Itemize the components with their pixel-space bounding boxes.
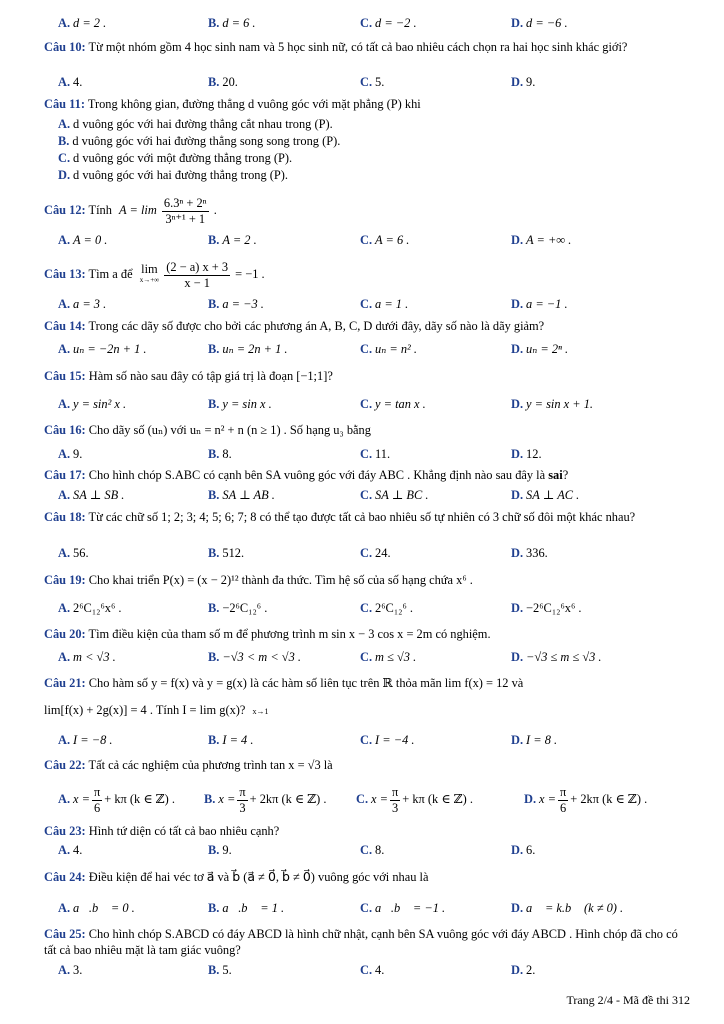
- question-stem: Tính: [88, 203, 112, 217]
- option-a: A. uₙ = −2n + 1 .: [58, 342, 147, 356]
- option-d: D. −√3 ≤ m ≤ √3 .: [511, 650, 602, 664]
- options-row-q21: [58, 733, 688, 749]
- question-stem: Hình tứ diện có tất cả bao nhiêu cạnh?: [88, 824, 280, 838]
- page-footer: Trang 2/4 - Mã đề thi 312: [566, 993, 690, 1007]
- option-c: C. uₙ = n² .: [360, 342, 417, 356]
- option-b: B. d vuông góc với hai đường thẳng song song trong (P).: [58, 134, 341, 148]
- option-a: A. x = $\frac{\pi}{6}$ + kπ (k ∈ ℤ) .: [58, 784, 175, 815]
- question-21: [44, 675, 684, 691]
- option-c: C. d vuông góc với một đường thẳng trong (P).: [58, 151, 293, 165]
- options-row-q25: [58, 963, 688, 979]
- option-b: B. A = 2 .: [208, 233, 257, 247]
- option-b: B. 20.: [208, 75, 238, 89]
- option-c: C. 8.: [360, 843, 385, 857]
- option-d: D. 336.: [511, 546, 548, 560]
- question-stem: Trong không gian, đường thẳng d vuông góc với mặt phẳng (P) khi: [87, 97, 421, 111]
- limit-expression: A = lim: [119, 203, 157, 217]
- option-a: A. 9.: [58, 447, 83, 461]
- option-a: A. A = 0 .: [58, 233, 108, 247]
- options-row-q19: [58, 601, 688, 617]
- option-c: C. 2⁶C₁₂⁶ .: [360, 601, 413, 615]
- question-stem: Cho hình chóp S.ABC có cạnh bên SA vuông góc với đáy ABC . Khẳng định nào sau đây là: [88, 468, 546, 482]
- question-25: [44, 926, 684, 958]
- option-a: A. 4.: [58, 75, 83, 89]
- option-c: C. x = $\frac{\pi}{3}$ + kπ (k ∈ ℤ) .: [356, 784, 473, 815]
- option-d: D. 12.: [511, 447, 542, 461]
- question-21-line2: [44, 702, 684, 720]
- option-d: D. d vuông góc với hai đường thẳng trong (P).: [58, 168, 288, 182]
- option-d: D. I = 8 .: [511, 733, 558, 747]
- question-number: Câu 12:: [44, 203, 86, 217]
- options-row-q20: [58, 650, 688, 666]
- question-number: Câu 17:: [44, 468, 86, 482]
- question-stem: Cho dãy số (uₙ) với uₙ = n² + n (n ≥ 1) . Số hạng u₃ bằng: [88, 423, 371, 437]
- option-b: B. 5.: [208, 963, 232, 977]
- fraction: $\frac{\pi}{6}$: [560, 784, 567, 815]
- question-number: Câu 13:: [44, 267, 86, 281]
- options-row-q10: [58, 75, 688, 91]
- options-row-q18: [58, 546, 688, 562]
- question-19: [44, 572, 684, 588]
- option-b: B. −2⁶C₁₂⁶ .: [208, 601, 268, 615]
- option-a: A. m < √3 .: [58, 650, 116, 664]
- option-a: A. SA ⊥ SB .: [58, 488, 125, 502]
- question-number: Câu 21:: [44, 676, 86, 690]
- question-22: [44, 757, 684, 773]
- options-row-q16: [58, 447, 688, 463]
- option-a: A. 2⁶C₁₂⁶x⁶ .: [58, 601, 122, 615]
- option-b: B. SA ⊥ AB .: [208, 488, 275, 502]
- question-number: Câu 23:: [44, 824, 86, 838]
- question-stem: Từ một nhóm gồm 4 học sinh nam và 5 học sinh nữ, có tất cả bao nhiêu cách chọn ra hai học sinh khác giới?: [88, 40, 628, 54]
- question-number: Câu 19:: [44, 573, 86, 587]
- question-stem: Trong các dãy số được cho bởi các phương án A, B, C, D dưới đây, dãy số nào là dãy giảm?: [88, 319, 545, 333]
- options-row-q12: [58, 233, 688, 249]
- option-c: C. SA ⊥ BC .: [360, 488, 429, 502]
- option-a: A. a = 3 .: [58, 297, 107, 311]
- question-number: Câu 16:: [44, 423, 86, 437]
- question-stem: Hàm số nào sau đây có tập giá trị là đoạn [−1;1]?: [88, 369, 333, 383]
- question-10: [44, 39, 684, 55]
- option-d: D. SA ⊥ AC .: [511, 488, 580, 502]
- option-b: B. x = $\frac{\pi}{3}$ + 2kπ (k ∈ ℤ) .: [204, 784, 327, 815]
- option-c: C. 24.: [360, 546, 391, 560]
- options-row-q23: [58, 843, 688, 859]
- option-d: D. A = +∞ .: [511, 233, 572, 247]
- option-c: C. 11.: [360, 447, 391, 461]
- options-row-q15: [58, 397, 688, 413]
- option-c: C. y = tan x .: [360, 397, 426, 411]
- option-d: D. 6.: [511, 843, 536, 857]
- option-c: C. 5.: [360, 75, 385, 89]
- question-number: Câu 11:: [44, 97, 85, 111]
- question-18: [44, 509, 684, 525]
- question-number: Câu 22:: [44, 758, 86, 772]
- question-20: [44, 626, 684, 642]
- option-c: C. 4.: [360, 963, 385, 977]
- option-a: A. y = sin² x .: [58, 397, 127, 411]
- question-number: Câu 18:: [44, 510, 86, 524]
- option-c: C. A = 6 .: [360, 233, 410, 247]
- option-b: B. uₙ = 2n + 1 .: [208, 342, 288, 356]
- question-stem: Tất cả các nghiệm của phương trình tan x = √3 là: [88, 758, 333, 772]
- option-b: B. a = −3 .: [208, 297, 264, 311]
- limit-subscript: x→1: [252, 707, 269, 716]
- question-24: [44, 869, 684, 885]
- fraction: $\frac{\pi}{3}$: [239, 784, 246, 815]
- option-b: B. y = sin x .: [208, 397, 272, 411]
- option-d: D. a = −1 .: [511, 297, 568, 311]
- option-b: B. −√3 < m < √3 .: [208, 650, 301, 664]
- options-row-q24: [58, 901, 688, 917]
- question-stem: Tìm điều kiện của tham số m để phương trình m sin x − 3 cos x = 2m có nghiệm.: [88, 627, 491, 641]
- options-row-q22: [58, 781, 688, 817]
- option-a: A. 3.: [58, 963, 83, 977]
- options-row-q17: [58, 487, 688, 503]
- limit-operator: lim x→+∞: [139, 262, 160, 285]
- question-16: [44, 422, 684, 438]
- options-row-q9: [58, 16, 688, 32]
- question-number: Câu 20:: [44, 627, 86, 641]
- option-b: B. 512.: [208, 546, 245, 560]
- question-23: [44, 823, 684, 839]
- options-row-q13: [58, 297, 688, 313]
- question-stem: Cho hình chóp S.ABCD có đáy ABCD là hình chữ nhật, cạnh bên SA vuông góc với đáy ABCD . Hình chóp đã cho có tất cả bao nhiêu mặt là tam giác vuông?: [44, 927, 678, 957]
- fraction: $\frac{\pi}{6}$: [94, 784, 101, 815]
- option-d: D. 2.: [511, 963, 536, 977]
- question-14: [44, 318, 684, 334]
- option-b: B. d = 6 .: [208, 16, 256, 30]
- option-c: C. m ≤ √3 .: [360, 650, 417, 664]
- question-stem: Từ các chữ số 1; 2; 3; 4; 5; 6; 7; 8 có thể tạo được tất cả bao nhiêu số tự nhiên có 3 chữ số đôi một khác nhau?: [88, 510, 636, 524]
- fraction: $\frac{(2 - a) x + 3}{x - 1}$: [166, 259, 229, 290]
- fraction: $\frac{\text{6.3ⁿ + 2ⁿ}}{\text{3ⁿ⁺¹ + 1}}$: [163, 195, 207, 226]
- option-b: B. I = 4 .: [208, 733, 254, 747]
- option-c: C. I = −4 .: [360, 733, 415, 747]
- question-number: Câu 14:: [44, 319, 86, 333]
- question-stem: Tìm a để: [88, 267, 133, 281]
- question-13: Câu 13: Tìm a để lim x→+∞ $\frac{(2 - a) x + 3}{x - 1}$ = −1 .: [44, 259, 265, 290]
- question-number: Câu 10:: [44, 40, 86, 54]
- emphasis-word: sai: [548, 468, 563, 482]
- option-c: C. a = 1 .: [360, 297, 409, 311]
- option-d: D. 9.: [511, 75, 536, 89]
- option-a: A. 4.: [58, 843, 83, 857]
- question-stem-continued: lim[f(x) + 2g(x)] = 4 . Tính I = lim g(x)?: [44, 703, 246, 717]
- option-c: C. a⃗.b⃗ = −1 .: [360, 901, 446, 915]
- question-number: Câu 24:: [44, 870, 86, 884]
- option-c: C. d = −2 .: [360, 16, 417, 30]
- question-stem: Cho khai triển P(x) = (x − 2)¹² thành đa thức. Tìm hệ số của số hạng chứa x⁶ .: [88, 573, 473, 587]
- question-number: Câu 15:: [44, 369, 86, 383]
- question-stem: Điều kiện để hai véc tơ a⃗ và b⃗ (a⃗ ≠ 0⃗, b⃗ ≠ 0⃗) vuông góc với nhau là: [88, 870, 429, 884]
- option-a: A. d = 2 .: [58, 16, 107, 30]
- option-d: D. a⃗ = k.b⃗ (k ≠ 0) .: [511, 901, 624, 915]
- option-a: A. 56.: [58, 546, 89, 560]
- option-a: A. I = −8 .: [58, 733, 113, 747]
- option-a: A. a⃗.b⃗ = 0 .: [58, 901, 135, 915]
- question-15: [44, 368, 684, 384]
- question-stem: Cho hàm số y = f(x) và y = g(x) là các hàm số liên tục trên ℝ thỏa mãn lim f(x) = 12 và: [88, 676, 524, 690]
- fraction: $\frac{\pi}{3}$: [392, 784, 399, 815]
- option-d: D. −2⁶C₁₂⁶x⁶ .: [511, 601, 582, 615]
- question-number: Câu 25:: [44, 927, 86, 941]
- question-12: Câu 12: Tính A = lim $\frac{\text{6.3ⁿ + 2ⁿ}}{\text{3ⁿ⁺¹ + 1}}$ .: [44, 195, 217, 226]
- option-d: D. d = −6 .: [511, 16, 568, 30]
- question-11: [44, 96, 684, 112]
- option-d: D. y = sin x + 1.: [511, 397, 594, 411]
- question-17: Câu 17: Cho hình chóp S.ABC có cạnh bên SA vuông góc với đáy ABC . Khẳng định nào sau đây là sai?: [44, 468, 569, 482]
- option-d: D. x = $\frac{\pi}{6}$ + 2kπ (k ∈ ℤ) .: [524, 784, 648, 815]
- option-d: D. uₙ = 2ⁿ .: [511, 342, 569, 356]
- option-b: B. 9.: [208, 843, 232, 857]
- options-row-q14: [58, 341, 688, 357]
- option-b: B. a⃗.b⃗ = 1 .: [208, 901, 285, 915]
- option-b: B. 8.: [208, 447, 232, 461]
- option-a: A. d vuông góc với hai đường thẳng cắt nhau trong (P).: [58, 117, 333, 131]
